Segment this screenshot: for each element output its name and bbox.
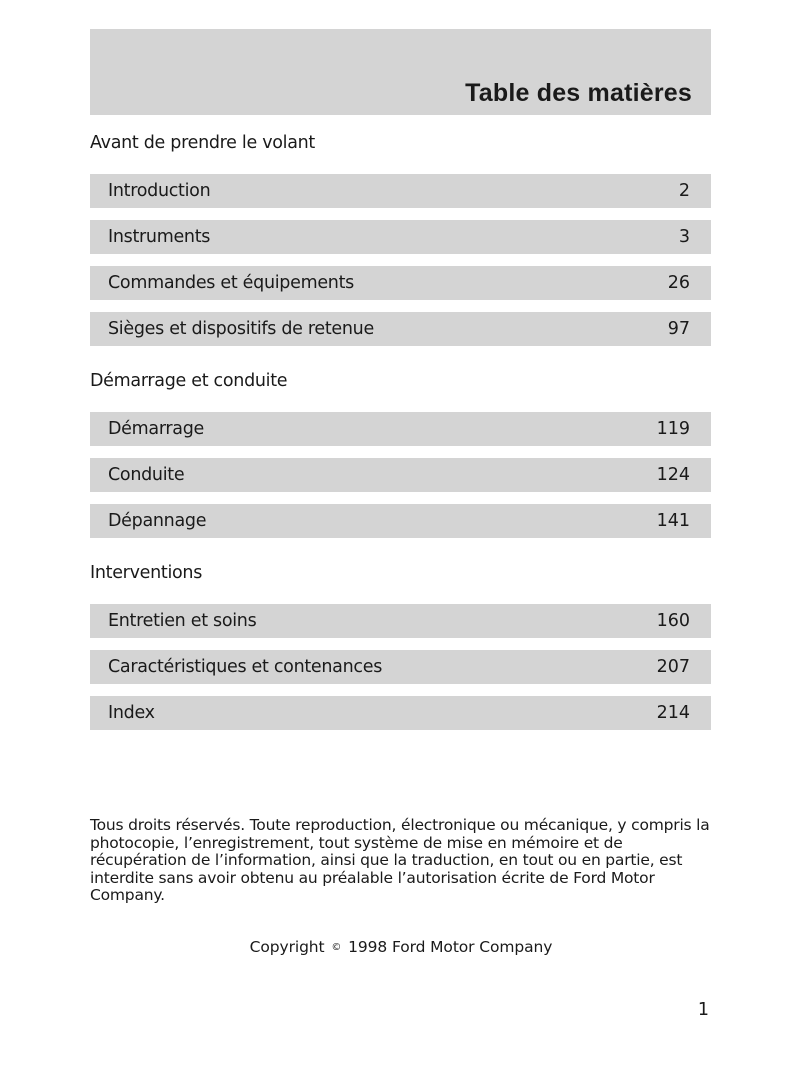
section-interventions	[90, 560, 711, 730]
copyright-line	[0, 938, 802, 956]
copyright-prefix: Copyright	[249, 938, 325, 956]
toc-entry-page: 26	[667, 273, 690, 293]
section-avant	[90, 130, 711, 346]
toc-entry-instruments[interactable]	[90, 220, 711, 254]
toc-entry-page: 119	[656, 419, 690, 439]
section-title: Avant de prendre le volant	[90, 133, 315, 153]
toc-entry-label: Introduction	[108, 181, 211, 201]
title-banner	[90, 29, 711, 115]
toc-entry-page: 97	[667, 319, 690, 339]
toc-entry-index[interactable]	[90, 696, 711, 730]
toc-entry-label: Instruments	[108, 227, 211, 247]
toc-entry-label: Commandes et équipements	[108, 273, 354, 293]
page-number: 1	[697, 1000, 709, 1020]
toc-entry-label: Sièges et dispositifs de retenue	[108, 319, 374, 339]
toc-entry-entretien[interactable]	[90, 604, 711, 638]
rights-notice: Tous droits réservés. Toute reproduction, électronique ou mécanique, y compris la photocopie, l’enregistrement, tout système de mise en mémoire et de récupération de l’information, ainsi que la traduction, en tout ou en partie, est interdite sans avoir obtenu au préalable l’autorisation écrite de Ford Motor Company.	[90, 816, 710, 904]
toc-entry-page: 124	[656, 465, 690, 485]
toc-entry-page: 214	[656, 703, 690, 723]
toc-entry-sieges[interactable]	[90, 312, 711, 346]
toc-entry-demarrage[interactable]	[90, 412, 711, 446]
toc-entry-page: 160	[656, 611, 690, 631]
toc-entry-label: Conduite	[108, 465, 185, 485]
toc-entry-depannage[interactable]	[90, 504, 711, 538]
section-demarrage	[90, 368, 711, 538]
copyright-rest: 1998 Ford Motor Company	[348, 938, 553, 956]
section-title: Interventions	[90, 563, 203, 583]
toc-entry-label: Index	[108, 703, 155, 723]
toc-entry-label: Démarrage	[108, 419, 204, 439]
toc-entry-page: 2	[678, 181, 690, 201]
toc-entry-label: Dépannage	[108, 511, 207, 531]
toc-entry-page: 207	[656, 657, 690, 677]
section-title: Démarrage et conduite	[90, 371, 288, 391]
toc-entry-caracteristiques[interactable]	[90, 650, 711, 684]
page-title: Table des matières	[465, 79, 692, 107]
toc-entry-conduite[interactable]	[90, 458, 711, 492]
toc-entry-page: 141	[656, 511, 690, 531]
toc-entry-label: Entretien et soins	[108, 611, 257, 631]
toc-entry-introduction[interactable]	[90, 174, 711, 208]
toc-entry-label: Caractéristiques et contenances	[108, 657, 383, 677]
copyright-icon: ©	[331, 942, 342, 953]
toc-entry-commandes[interactable]	[90, 266, 711, 300]
toc-entry-page: 3	[678, 227, 690, 247]
